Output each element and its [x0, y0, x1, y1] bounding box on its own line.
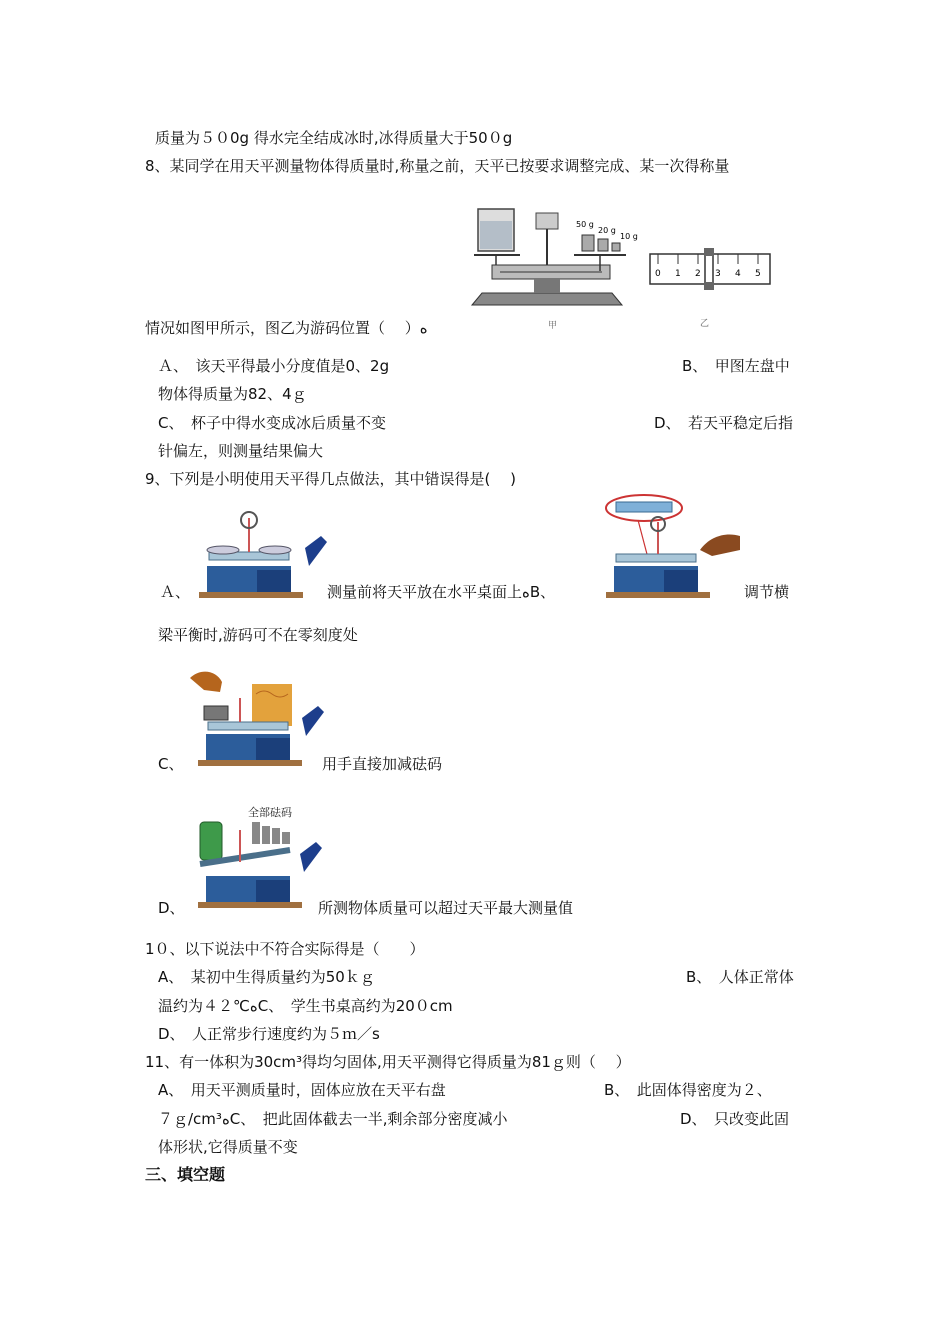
option-8b: B、 甲图左盘中 — [682, 357, 790, 375]
balance-figure-jia — [470, 205, 640, 325]
ruler-tick-5: 5 — [755, 269, 761, 279]
ruler-tick-4: 4 — [735, 269, 741, 279]
ruler-tick-0: 0 — [655, 269, 661, 279]
balance-figure-9b — [600, 492, 746, 602]
option-9a-label: Ａ、 — [160, 583, 191, 601]
option-9b-cont: 梁平衡时,游码可不在零刻度处 — [158, 626, 358, 644]
question-8: 8、某同学在用天平测量物体得质量时,称量之前，天平已按要求调整完成、某一次得称量 — [145, 157, 730, 175]
option-9b-text: 调节横 — [744, 583, 790, 601]
text-line: 质量为５０0g 得水完全结成冰时,冰得质量大于50０g — [155, 129, 513, 147]
weight-label-20: 20 g — [598, 226, 616, 235]
option-9c-label: C、 — [158, 755, 184, 773]
balance-figure-9d — [190, 802, 322, 910]
option-10a: A、 某初中生得质量约为50ｋｇ — [158, 968, 375, 986]
option-10b: B、 人体正常体 — [686, 968, 794, 986]
option-11d: D、 只改变此固 — [680, 1110, 790, 1128]
option-8a: Ａ、 该天平得最小分度值是0、2g — [158, 357, 390, 375]
option-11b: B、 此固体得密度为２、 — [604, 1081, 772, 1099]
weight-label-50: 50 g — [576, 220, 594, 229]
question-11: 11、有一体积为30cm³得均匀固体,用天平测得它得质量为81ｇ则（ ） — [145, 1053, 631, 1071]
option-9d-label: D、 — [158, 899, 185, 917]
all-weights-label: 全部砝码 — [248, 806, 292, 819]
figure-label-jia: 甲 — [548, 321, 558, 331]
ruler-tick-1: 1 — [675, 269, 681, 279]
question-10: 1０、以下说法中不符合实际得是（ ） — [145, 940, 425, 958]
option-8d-cont: 针偏左，则测量结果偏大 — [158, 442, 324, 460]
option-8c: C、 杯子中得水变成冰后质量不变 — [158, 414, 386, 432]
figure-label-yi: 乙 — [700, 319, 710, 329]
option-11b-cont: ７ｇ/cm³ﻩC、 把此固体截去一半,剩余部分密度减小 — [158, 1110, 508, 1128]
option-8b-cont: 物体得质量为82、4ｇ — [158, 385, 307, 403]
ruler-tick-2: 2 — [695, 269, 701, 279]
question-9: 9、下列是小明使用天平得几点做法，其中错误得是( ) — [145, 470, 517, 488]
weight-label-10: 10 g — [620, 232, 638, 241]
option-10d: D、 人正常步行速度约为５ｍ／s — [158, 1025, 380, 1043]
option-11d-cont: 体形状,它得质量不变 — [158, 1138, 298, 1156]
section-heading: 三、填空题 — [145, 1165, 226, 1184]
option-9d-text: 所测物体质量可以超过天平最大测量值 — [318, 899, 574, 917]
option-9c-text: 用手直接加减砝码 — [322, 755, 443, 773]
balance-figure-9a — [195, 508, 327, 600]
option-10b-cont: 温约为４２℃ﻩC、 学生书桌高约为20０cm — [158, 997, 453, 1015]
option-8d: D、 若天平稳定后指 — [654, 414, 794, 432]
option-11a: A、 用天平测质量时，固体应放在天平右盘 — [158, 1081, 446, 1099]
balance-figure-9c — [190, 668, 324, 768]
question-8-cont: 情况如图甲所示，图乙为游码位置（ ）ﻩ — [145, 319, 428, 337]
ruler-figure-yi — [648, 244, 774, 294]
ruler-tick-3: 3 — [715, 269, 721, 279]
option-9a-text: 测量前将天平放在水平桌面上ﻩB、 — [327, 583, 556, 601]
